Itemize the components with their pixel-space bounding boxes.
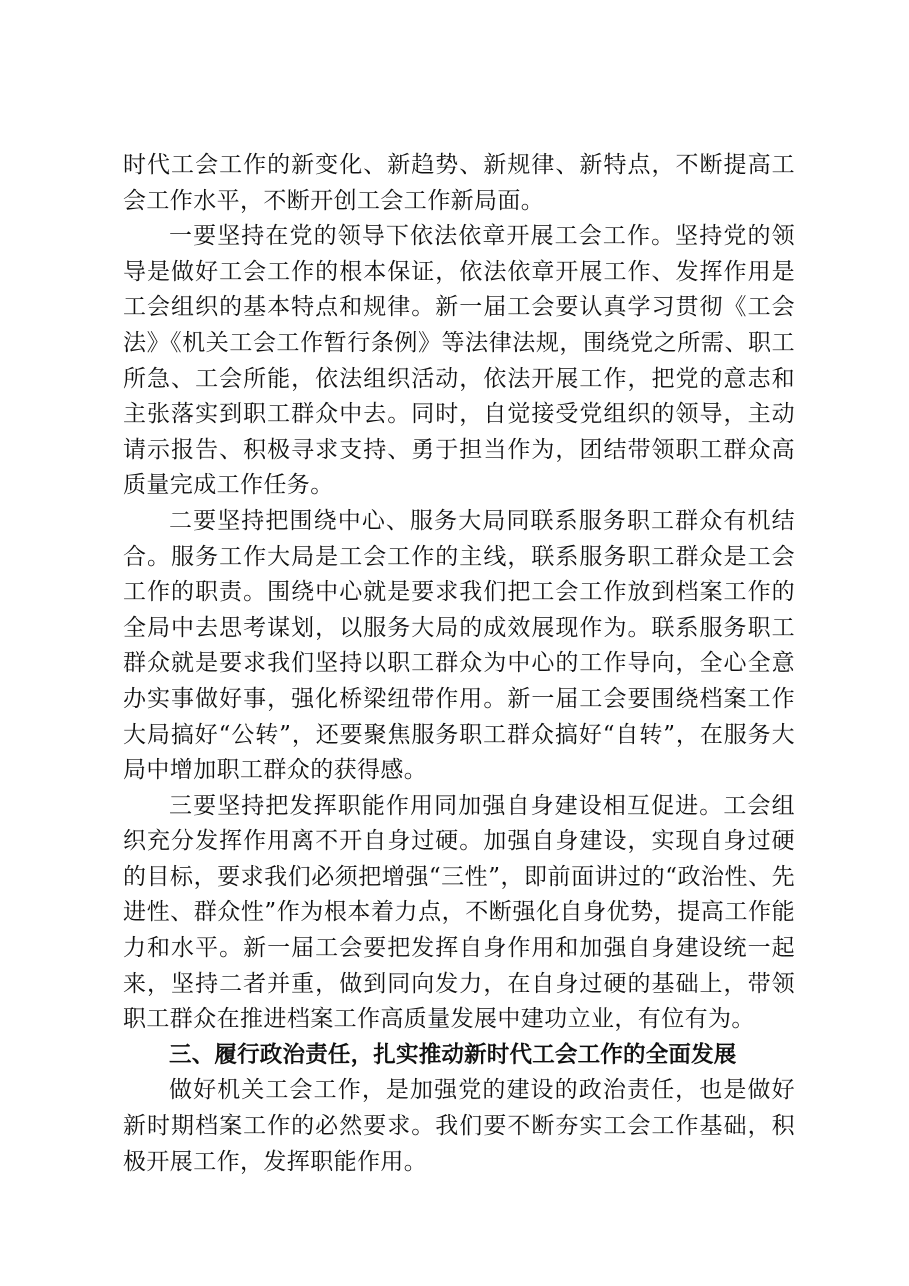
paragraph-point-two: 二要坚持把围绕中心、服务大局同联系服务职工群众有机结合。服务工作大局是工会工作的主线，联系服务职工群众是工会工作的职责。围绕中心就是要求我们把工会工作放到档案工作的全局中去思考谋划，以服务大局的成效展现作为。联系服务职工群众就是要求我们坚持以职工群众为中心的工作导向，全心全意办实事做好事，强化桥梁纽带作用。新一届工会要围绕档案工作大局搞好“公转”，还要聚焦服务职工群众搞好“自转”，在服务大局中增加职工群众的获得感。 xyxy=(123,507,795,784)
paragraph-point-three: 三要坚持把发挥职能作用同加强自身建设相互促进。工会组织充分发挥作用离不开自身过硬。加强自身建设，实现自身过硬的目标，要求我们必须把增强“三性”，即前面讲过的“政治性、先进性、群众性”作为根本着力点，不断强化自身优势，提高工作能力和水平。新一届工会要把发挥自身作用和加强自身建设统一起来，坚持二者并重，做到同向发力，在自身过硬的基础上，带领职工群众在推进档案工作高质量发展中建功立业，有位有为。 xyxy=(123,792,795,1033)
document-page xyxy=(123,148,795,1180)
section-heading-three: 三、履行政治责任，扎实推动新时代工会工作的全面发展 xyxy=(169,1041,737,1068)
paragraph-section-intro: 做好机关工会工作，是加强党的建设的政治责任，也是做好新时期档案工作的必然要求。我们要不断夯实工会工作基础，积极开展工作，发挥职能作用。 xyxy=(123,1077,795,1175)
paragraph-continued: 时代工会工作的新变化、新趋势、新规律、新特点，不断提高工会工作水平，不断开创工会工作新局面。 xyxy=(123,152,795,214)
paragraph-point-one: 一要坚持在党的领导下依法依章开展工会工作。坚持党的领导是做好工会工作的根本保证，依法依章开展工作、发挥作用是工会组织的基本特点和规律。新一届工会要认真学习贯彻《工会法》《机关工会工作暂行条例》等法律法规，围绕党之所需、职工所急、工会所能，依法组织活动，依法开展工作，把党的意志和主张落实到职工群众中去。同时，自觉接受党组织的领导，主动请示报告、积极寻求支持、勇于担当作为，团结带领职工群众高质量完成工作任务。 xyxy=(123,223,795,499)
